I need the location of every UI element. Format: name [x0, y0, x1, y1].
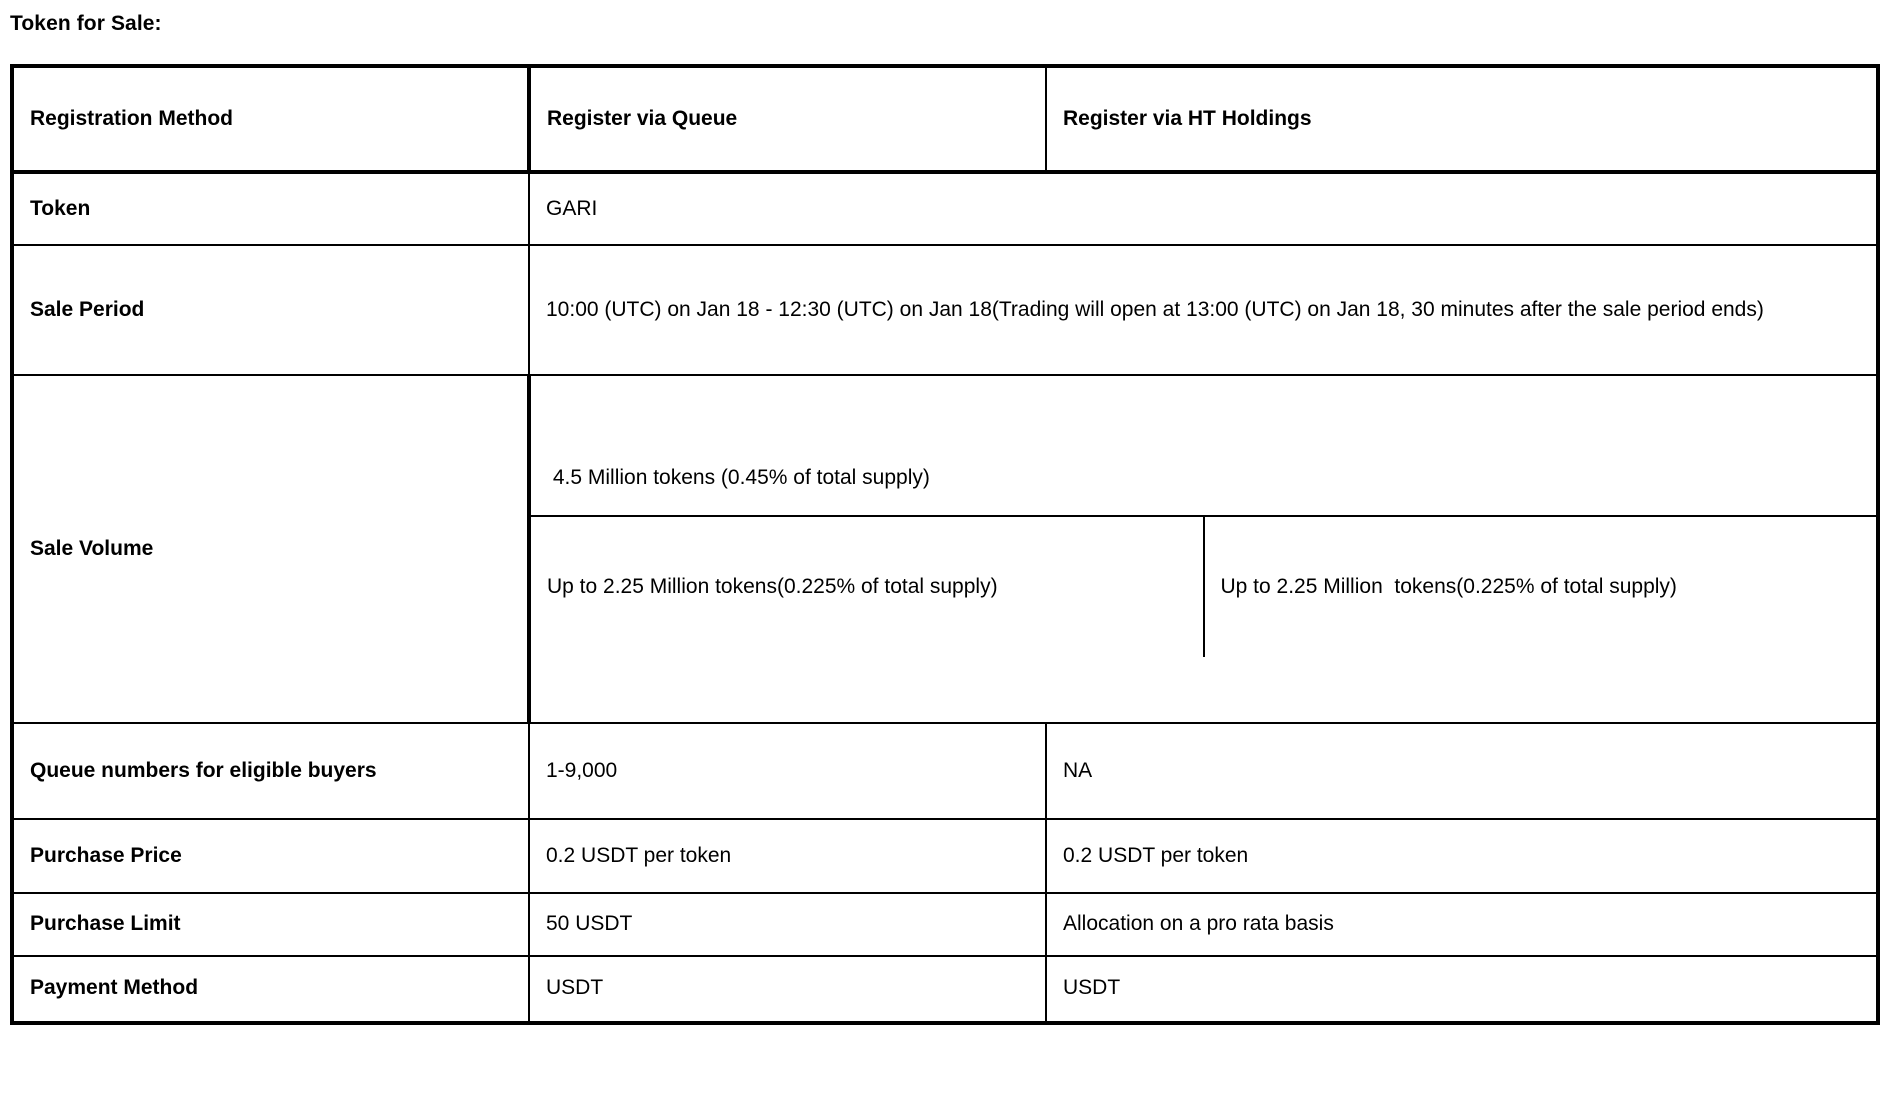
table-row	[12, 893, 1878, 956]
row-value-payment-method-queue: USDT	[529, 956, 1046, 1023]
header-registration-method: Registration Method	[12, 66, 529, 172]
row-label-sale-volume: Sale Volume	[12, 375, 529, 723]
row-value-purchase-limit-queue: 50 USDT	[529, 893, 1046, 956]
sale-volume-ht-value: Up to 2.25 Million tokens(0.225% of total supply)	[1220, 574, 1677, 598]
row-value-purchase-price-ht: 0.2 USDT per token	[1046, 819, 1878, 893]
row-value-purchase-limit-ht: Allocation on a pro rata basis	[1046, 893, 1878, 956]
row-label-sale-period: Sale Period	[12, 245, 529, 375]
page-title: Token for Sale:	[10, 12, 162, 35]
row-label-token: Token	[12, 172, 529, 245]
sale-volume-cell	[529, 375, 1878, 723]
row-value-token: GARI	[529, 172, 1878, 245]
table-row	[12, 375, 1878, 723]
header-register-via-ht-holdings: Register via HT Holdings	[1046, 66, 1878, 172]
row-value-queue-numbers-queue: 1-9,000	[529, 723, 1046, 819]
token-sale-table	[10, 64, 1880, 1025]
row-value-queue-numbers-ht: NA	[1046, 723, 1878, 819]
row-label-purchase-limit: Purchase Limit	[12, 893, 529, 956]
row-label-queue-numbers: Queue numbers for eligible buyers	[12, 723, 529, 819]
table-row	[12, 172, 1878, 245]
sale-volume-queue-value: Up to 2.25 Million tokens(0.225% of total supply)	[531, 516, 1204, 657]
sale-volume-total-value: 4.5 Million tokens (0.45% of total supply)	[531, 441, 1876, 516]
sale-volume-total-row	[531, 441, 1876, 516]
row-label-purchase-price: Purchase Price	[12, 819, 529, 893]
sale-volume-nested-table	[531, 441, 1876, 657]
sale-volume-split-row	[531, 516, 1876, 657]
row-value-sale-period: 10:00 (UTC) on Jan 18 - 12:30 (UTC) on Jan 18(Trading will open at 13:00 (UTC) on Jan 18, 30 minutes after the sale period ends)	[529, 245, 1878, 375]
table-row	[12, 245, 1878, 375]
table-header-row	[12, 66, 1878, 172]
row-label-payment-method: Payment Method	[12, 956, 529, 1023]
row-value-purchase-price-queue: 0.2 USDT per token	[529, 819, 1046, 893]
table-row	[12, 723, 1878, 819]
header-register-via-queue: Register via Queue	[529, 66, 1046, 172]
table-row	[12, 956, 1878, 1023]
row-value-payment-method-ht: USDT	[1046, 956, 1878, 1023]
table-row	[12, 819, 1878, 893]
